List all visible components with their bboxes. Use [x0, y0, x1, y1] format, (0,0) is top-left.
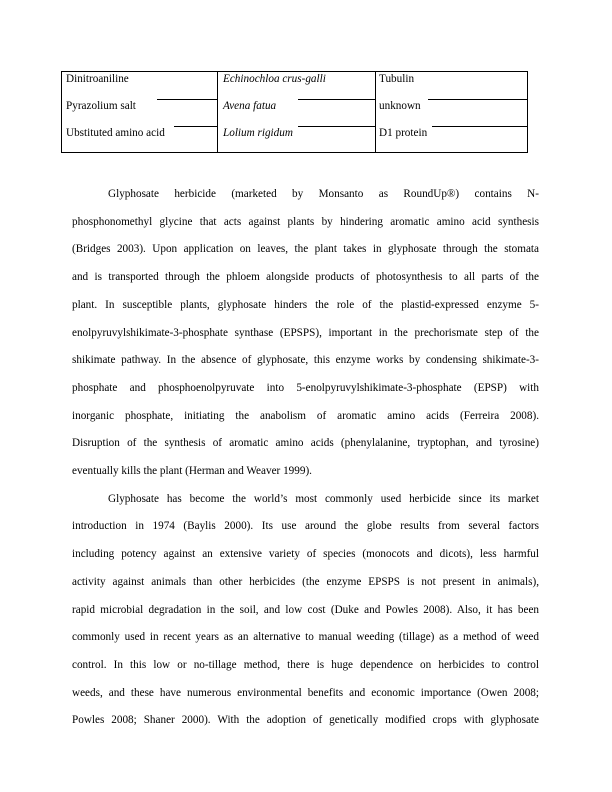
- table-column-divider: [217, 72, 218, 152]
- table-cell-weed-species: Echinochloa crus-galli: [223, 73, 326, 85]
- paragraph-line: enolpyruvylshikimate-3-phosphate synthase (EPSPS), important in the prechorismate step of the: [72, 326, 539, 339]
- paragraph-line: phosphonomethyl glycine that acts against plants by hindering aromatic amino acid synthesis: [72, 215, 539, 228]
- paragraph-line: weeds, and these have numerous environmental benefits and economic importance (Owen 2008;: [72, 686, 539, 699]
- paragraph-line: and is transported through the phloem alongside products of photosynthesis to all parts of the: [72, 271, 539, 284]
- paragraph-line: Glyphosate has become the world’s most commonly used herbicide since its market: [108, 492, 539, 505]
- paragraph-line: activity against animals than other herbicides (the enzyme EPSPS is not present in animals),: [72, 575, 539, 588]
- paragraph-line: (Bridges 2003). Upon application on leaves, the plant takes in glyphosate through the stomata: [72, 243, 539, 256]
- paragraph-line: shikimate pathway. In the absence of glyphosate, this enzyme works by condensing shikimate-3-: [72, 354, 539, 367]
- paragraph-line: inorganic phosphate, initiating the anabolism of aromatic amino acids (Ferreira 2008).: [72, 409, 539, 422]
- paragraph-line: Powles 2008; Shaner 2000). With the adoption of genetically modified crops with glyphosate: [72, 714, 539, 727]
- paragraph-line: control. In this low or no-tillage method, there is huge dependence on herbicides to control: [72, 658, 539, 671]
- table-cell-target: unknown: [379, 100, 421, 112]
- paragraph-line: eventually kills the plant (Herman and Weaver 1999).: [72, 465, 312, 477]
- table-cell-herbicide: Dinitroaniline: [66, 73, 129, 85]
- table-column-divider: [375, 72, 376, 152]
- table-cell-herbicide: Pyrazolium salt: [66, 100, 136, 112]
- table-cell-target: D1 protein: [379, 127, 428, 139]
- table-row-divider: [298, 99, 375, 100]
- table-row-divider: [428, 99, 527, 100]
- paragraph-line: rapid microbial degradation in the soil, and low cost (Duke and Powles 2008). Also, it has been: [72, 603, 539, 616]
- table-row-divider: [174, 126, 217, 127]
- paragraph-line: plant. In susceptible plants, glyphosate hinders the role of the plastid-expressed enzyme 5-: [72, 298, 539, 311]
- table-row-divider: [157, 99, 217, 100]
- table-row-divider: [432, 126, 527, 127]
- table-cell-herbicide: Ubstituted amino acid: [66, 127, 165, 139]
- paragraph-line: including potency against an extensive variety of species (monocots and dicots), less harmful: [72, 548, 539, 561]
- paragraph-line: introduction in 1974 (Baylis 2000). Its use around the globe results from several factors: [72, 520, 539, 533]
- table-cell-target: Tubulin: [379, 73, 415, 85]
- herbicide-table: [61, 71, 528, 153]
- table-cell-weed-species: Avena fatua: [223, 100, 277, 112]
- paragraph-line: Glyphosate herbicide (marketed by Monsanto as RoundUp®) contains N-: [108, 188, 539, 200]
- paragraph-line: commonly used in recent years as an alternative to manual weeding (tillage) as a method of weed: [72, 631, 539, 644]
- paragraph-line: Disruption of the synthesis of aromatic amino acids (phenylalanine, tryptophan, and tyrosine): [72, 437, 539, 450]
- table-row-divider: [298, 126, 375, 127]
- table-cell-weed-species: Lolium rigidum: [223, 127, 293, 139]
- paragraph-line: phosphate and phosphoenolpyruvate into 5-enolpyruvylshikimate-3-phosphate (EPSP) with: [72, 381, 539, 394]
